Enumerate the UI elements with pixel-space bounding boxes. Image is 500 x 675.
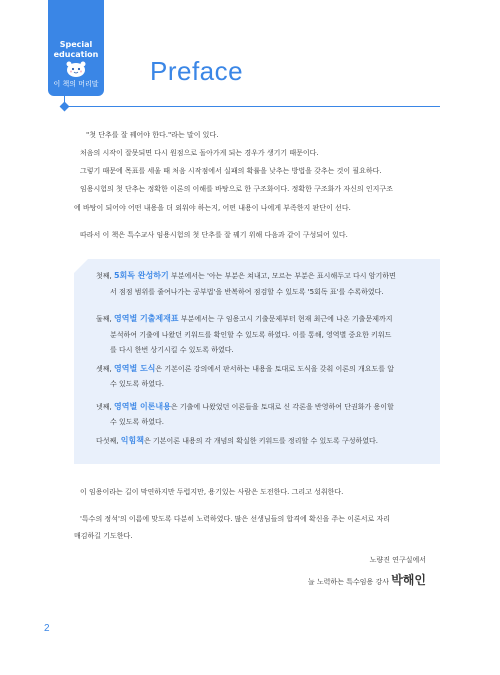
intro-line-4: 임용시험의 첫 단추는 정확한 이론의 이해를 바탕으로 한 구조화이다. 정확한 구조화가 자신의 인지구조: [80, 185, 393, 193]
box-item-3-cont-1: 수 있도록 하였다.: [110, 380, 165, 388]
tab-label-education: education: [53, 50, 99, 59]
intro-line-5: 에 바탕이 되어야 어떤 내용을 더 외워야 하는지, 어떤 내용이 나에게 부족한지 판단이 선다.: [74, 204, 351, 212]
intro-line-1: "첫 단추를 잘 꿰어야 한다."라는 말이 있다.: [86, 131, 219, 139]
box-item-4: 넷째, 영역별 이론내용은 기출에 나왔었던 이론들을 토대로 신 각론을 반영하여 단권화가 용이할: [96, 402, 394, 411]
intro-line-6: 따라서 이 책은 특수교사 임용시험의 첫 단추를 잘 꿰기 위해 다음과 같이 구성되어 있다.: [80, 231, 348, 239]
box-item-4-cont-1: 수 있도록 하였다.: [110, 418, 165, 426]
intro-line-2: 처음의 시작이 잘못되면 다시 원점으로 돌아가게 되는 경우가 생기기 때문이다.: [80, 149, 319, 157]
box-item-3: 셋째, 영역별 도식은 기본이론 강의에서 판서하는 내용을 토대로 도식을 갖춰 이론의 개요도를 알: [96, 364, 395, 373]
signature-author: 늘 노력하는 특수임용 강사 박해인: [307, 573, 426, 587]
intro-line-3: 그렇기 때문에 목표를 세울 때 처음 시작점에서 실패의 확률을 낮추는 방법을 갖추는 것이 필요하다.: [80, 167, 382, 175]
page-number: 2: [44, 623, 50, 634]
outro-line-2: '특수의 정석'의 이름에 맞도록 다분히 노력하였다. 많은 선생님들의 합격에 확신을 주는 이론서로 자리: [80, 515, 391, 523]
box-corner-fold: [74, 259, 88, 273]
box-item-5-highlight: 익힘책: [120, 436, 144, 445]
section-tab: [48, 0, 104, 96]
box-item-5: 다섯째, 익힘책은 기본이론 내용의 각 개념의 확실한 키워드를 정리할 수 있도록 구성하였다.: [96, 436, 379, 445]
tab-label-special: Special: [59, 40, 93, 49]
outro-line-3: 매김하길 기도한다.: [74, 532, 133, 540]
box-item-1: 첫째, 5회독 완성하기 부분에서는 '아는 부분은 쳐내고, 모르는 부분은 표시해두고 다시 암기하면: [96, 271, 396, 280]
header-rule: [64, 106, 440, 107]
tab-subtitle: 이 책의 머리말: [53, 80, 99, 88]
box-item-2: 둘째, 영역별 기출제재표 부분에서는 구 임용고시 기출문제부터 현재 최근에 나온 기출문제까지: [96, 314, 393, 323]
box-item-3-highlight: 영역별 도식: [113, 364, 156, 373]
box-item-2-highlight: 영역별 기출제재표: [113, 314, 179, 323]
author-name: 박해인: [391, 573, 426, 587]
page-title: Preface: [150, 56, 244, 86]
box-item-2-cont-2: 를 다시 한번 상기시킬 수 있도록 하였다.: [110, 346, 234, 354]
signature-place: 노량진 연구실에서: [369, 556, 426, 564]
box-item-4-highlight: 영역별 이론내용: [113, 402, 171, 411]
outro-line-1: 이 임용이라는 길이 막연하지만 두렵지만, 용기있는 사람은 도전한다. 그리고 성취한다.: [80, 488, 344, 496]
box-item-2-cont-1: 분석하여 기출에 나왔던 키워드를 확인할 수 있도록 하였다. 이를 통해, 영역별 중요한 키워드: [110, 331, 392, 339]
box-item-1-highlight: 5회독 완성하기: [113, 271, 169, 280]
box-item-1-cont-1: 서 점점 범위를 줄여나가는 공부법'을 반복하여 점검할 수 있도록 '5회독 표'를 수록하였다.: [110, 288, 384, 296]
mascot-icon: [65, 60, 87, 78]
